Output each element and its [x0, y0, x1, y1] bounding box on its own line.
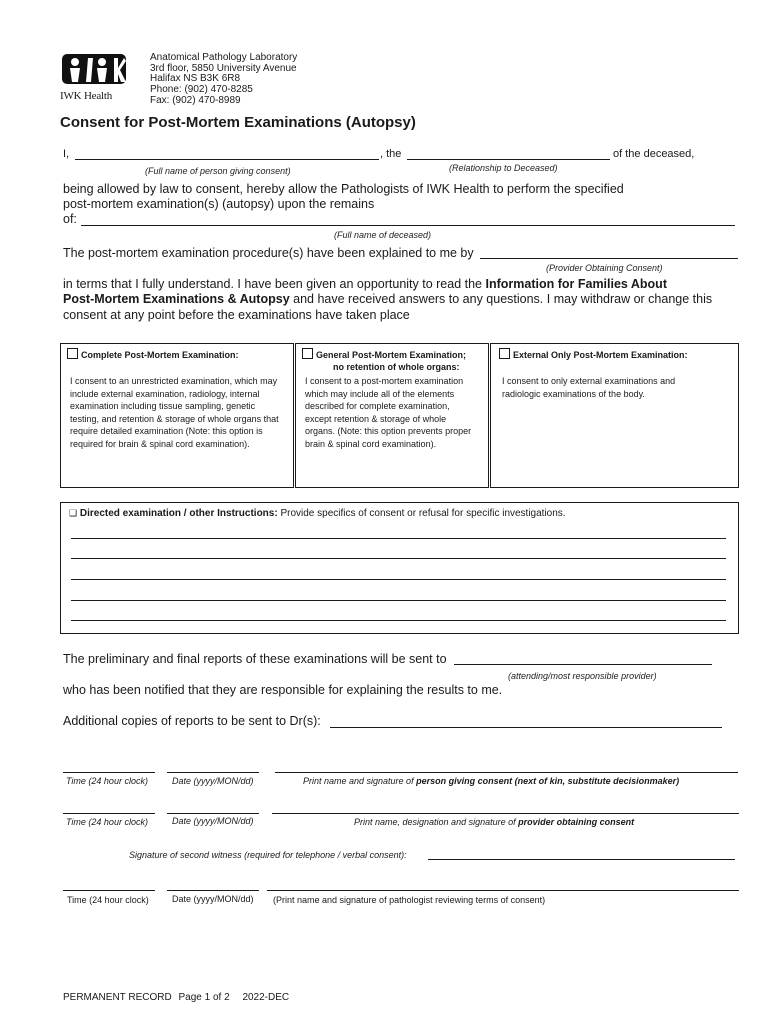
- additional-copies-field[interactable]: [330, 727, 722, 728]
- time-label: Time (24 hour clock): [67, 895, 149, 905]
- witness-label: Signature of second witness (required for telephone / verbal consent):: [129, 850, 407, 860]
- directed-examination-box: [60, 502, 739, 634]
- pathologist-signature-label: (Print name and signature of pathologist reviewing terms of consent): [273, 895, 546, 905]
- date-field[interactable]: [167, 890, 259, 891]
- complete-checkbox[interactable]: [67, 348, 78, 359]
- option-external: [490, 343, 739, 488]
- address-line: Phone: (902) 470-8285: [150, 84, 253, 96]
- date-field[interactable]: [167, 813, 259, 814]
- date-field[interactable]: [167, 772, 259, 773]
- iwk-logo-mark: [60, 52, 128, 86]
- label-attending: (attending/most responsible provider): [508, 671, 657, 681]
- time-label: Time (24 hour clock): [66, 776, 148, 786]
- paragraph2-text: in terms that I fully understand. I have been given an opportunity to read the: [63, 277, 486, 291]
- option-title: Complete Post-Mortem Examination:: [81, 350, 239, 360]
- paragraph1-line2: post-mortem examination(s) (autopsy) upon the remains: [63, 197, 375, 211]
- info-families-title: Information for Families About: [485, 277, 667, 291]
- option-subtitle: no retention of whole organs:: [333, 362, 460, 372]
- option-text: I consent to a post-mortem examination which may include all of the elements described for complete examination, except retention & storage of whole organs. (Note: this option prevents proper brain & spinal cord examination).: [305, 376, 472, 449]
- footer-page: Page 1 of 2: [178, 992, 230, 1003]
- option-text: I consent to only external examinations and radiologic examinations of the body.: [502, 376, 676, 399]
- signature-label-text: Print name, designation and signature of: [354, 817, 519, 827]
- provider-signature-label: [354, 817, 634, 827]
- of-label: of:: [63, 212, 77, 226]
- instructions-line[interactable]: [71, 600, 726, 601]
- option-text: I consent to an unrestricted examination, which may include external examination, radiology, internal examination including tissue sampling, genetic testing, and retention & storage of whole organs that require detailed examination (Note: this option is required for brain & spinal cord examination).: [70, 376, 279, 449]
- signature-label-bold: provider obtaining consent: [518, 817, 635, 827]
- date-label: Date (yyyy/MON/dd): [172, 816, 254, 826]
- paragraph2-line2: [63, 292, 712, 306]
- directed-text: Provide specifics of consent or refusal for specific investigations.: [280, 508, 566, 519]
- directed-title: Directed examination / other Instructions:: [79, 508, 278, 519]
- iwk-logo: [60, 52, 128, 102]
- consent-suffix: of the deceased,: [613, 148, 695, 160]
- footer: [63, 992, 289, 1003]
- option-title: External Only Post-Mortem Examination:: [513, 350, 688, 360]
- option-complete: [60, 343, 294, 488]
- paragraph2-text: and have received answers to any questions. I may withdraw or change this: [289, 292, 713, 306]
- address-line: Anatomical Pathology Laboratory: [150, 52, 298, 63]
- time-field[interactable]: [63, 813, 155, 814]
- instructions-line[interactable]: [71, 538, 726, 539]
- consent-prefix: I,: [63, 148, 70, 160]
- signature-label-text: Print name and signature of: [303, 776, 417, 786]
- attending-field[interactable]: [454, 664, 712, 665]
- deceased-name-field[interactable]: [81, 225, 735, 226]
- label-relationship: (Relationship to Deceased): [449, 163, 558, 173]
- external-checkbox[interactable]: [499, 348, 510, 359]
- footer-version: 2022-DEC: [242, 992, 290, 1003]
- paragraph2-line1: [63, 277, 667, 291]
- paragraph1-line1: being allowed by law to consent, hereby allow the Pathologists of IWK Health to perform the specified: [63, 182, 624, 196]
- signature-label-bold: person giving consent (next of kin, substitute decisionmaker): [416, 776, 680, 786]
- address-line: Halifax NS B3K 6R8: [150, 73, 241, 85]
- option-title: General Post-Mortem Examination;: [316, 350, 467, 360]
- time-field[interactable]: [63, 890, 155, 891]
- page-title: Consent for Post-Mortem Examinations (Autopsy): [60, 114, 416, 131]
- label-provider: (Provider Obtaining Consent): [546, 263, 663, 273]
- explained-text: The post-mortem examination procedure(s) have been explained to me by: [63, 246, 474, 260]
- label-consenter-name: (Full name of person giving consent): [145, 166, 291, 176]
- footer-record: PERMANENT RECORD: [63, 992, 172, 1003]
- relationship-field[interactable]: [407, 159, 610, 160]
- time-label: Time (24 hour clock): [66, 817, 148, 827]
- instructions-line[interactable]: [71, 558, 726, 559]
- directed-checkbox[interactable]: ❑: [69, 508, 78, 518]
- option-general: [295, 343, 489, 488]
- consenter-signature-label: [303, 776, 679, 786]
- pathologist-signature-field[interactable]: [267, 890, 739, 891]
- lab-address: [150, 53, 297, 107]
- consenter-name-field[interactable]: [75, 159, 379, 160]
- provider-signature-field[interactable]: [272, 813, 739, 814]
- general-checkbox[interactable]: [302, 348, 313, 359]
- paragraph2-line3: consent at any point before the examinations have taken place: [63, 308, 410, 322]
- info-families-title-cont: Post-Mortem Examinations & Autopsy: [63, 292, 290, 306]
- instructions-line[interactable]: [71, 579, 726, 580]
- witness-signature-field[interactable]: [428, 859, 735, 860]
- consent-middle: , the: [380, 148, 402, 160]
- additional-copies-label: Additional copies of reports to be sent to Dr(s):: [63, 714, 321, 728]
- time-field[interactable]: [63, 772, 155, 773]
- instructions-line[interactable]: [71, 620, 726, 621]
- consenter-signature-field[interactable]: [275, 772, 738, 773]
- reports-line2: who has been notified that they are responsible for explaining the results to me.: [63, 683, 503, 697]
- logo-text: IWK Health: [60, 90, 113, 102]
- reports-line1: The preliminary and final reports of these examinations will be sent to: [63, 652, 447, 666]
- date-label: Date (yyyy/MON/dd): [172, 776, 254, 786]
- label-deceased: (Full name of deceased): [334, 230, 432, 240]
- date-label: Date (yyyy/MON/dd): [172, 894, 254, 904]
- provider-field[interactable]: [480, 258, 738, 259]
- address-line: 3rd floor, 5850 University Avenue: [150, 62, 297, 74]
- address-line: Fax: (902) 470-8989: [150, 94, 241, 106]
